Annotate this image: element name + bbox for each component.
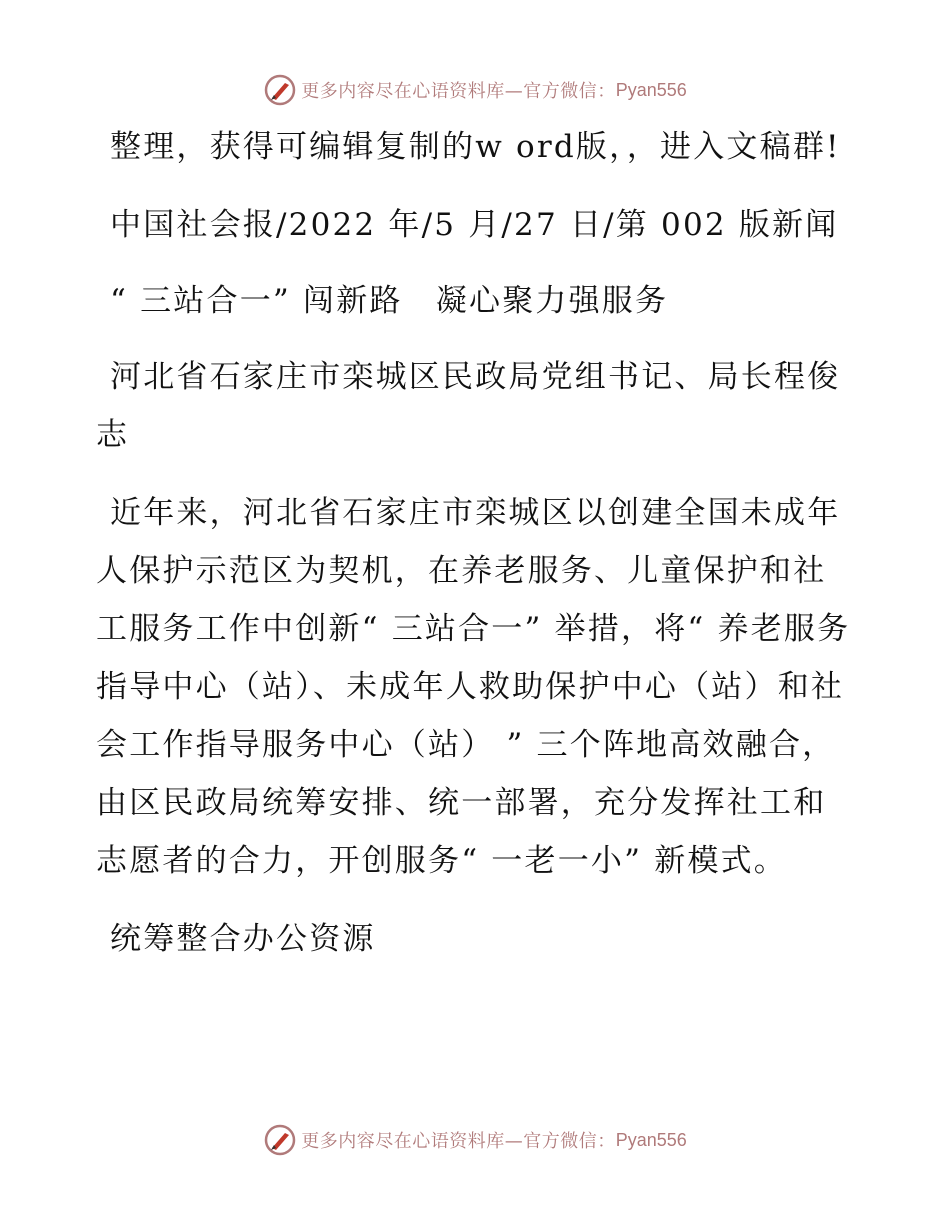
section-subheading: 统筹整合办公资源 bbox=[110, 921, 376, 957]
watermark-text: 更多内容尽在心语资料库—官方微信： bbox=[301, 81, 616, 102]
intro-paragraph: 整理，获得可编辑复制的w ord版，，进入文稿群! bbox=[110, 129, 841, 165]
document-body bbox=[96, 118, 856, 988]
watermark-wechat-id: Pyan556 bbox=[615, 79, 687, 100]
watermark-text: 更多内容尽在心语资料库—官方微信： bbox=[301, 1131, 616, 1152]
article-headline: “ 三站合一” 闯新路 凝心聚力强服务 bbox=[110, 283, 669, 319]
quill-pen-seal-icon bbox=[263, 1123, 297, 1157]
body-paragraph: 近年来，河北省石家庄市栾城区以创建全国未成年人保护示范区为契机，在养老服务、儿童保护和社工服务工作中创新“ 三站合一” 举措，将“ 养老服务指导中心（站）、未成年人救助保护中心（站）和社会工作指导服务中心（站） ” 三个阵地高效融合，由区民政局统筹安排、统一部署，充分发挥社工和志愿者的合力，开创服务“ 一老一小” 新模式。 bbox=[96, 495, 851, 879]
quill-pen-seal-icon bbox=[263, 73, 297, 107]
author-line: 河北省石家庄市栾城区民政局党组书记、局长程俊志 bbox=[96, 359, 841, 453]
footer-watermark bbox=[0, 1120, 950, 1160]
watermark-wechat-id: Pyan556 bbox=[615, 1129, 687, 1150]
source-line: 中国社会报/2022 年/5 月/27 日/第 002 版新闻 bbox=[110, 207, 839, 243]
header-watermark bbox=[0, 70, 950, 110]
